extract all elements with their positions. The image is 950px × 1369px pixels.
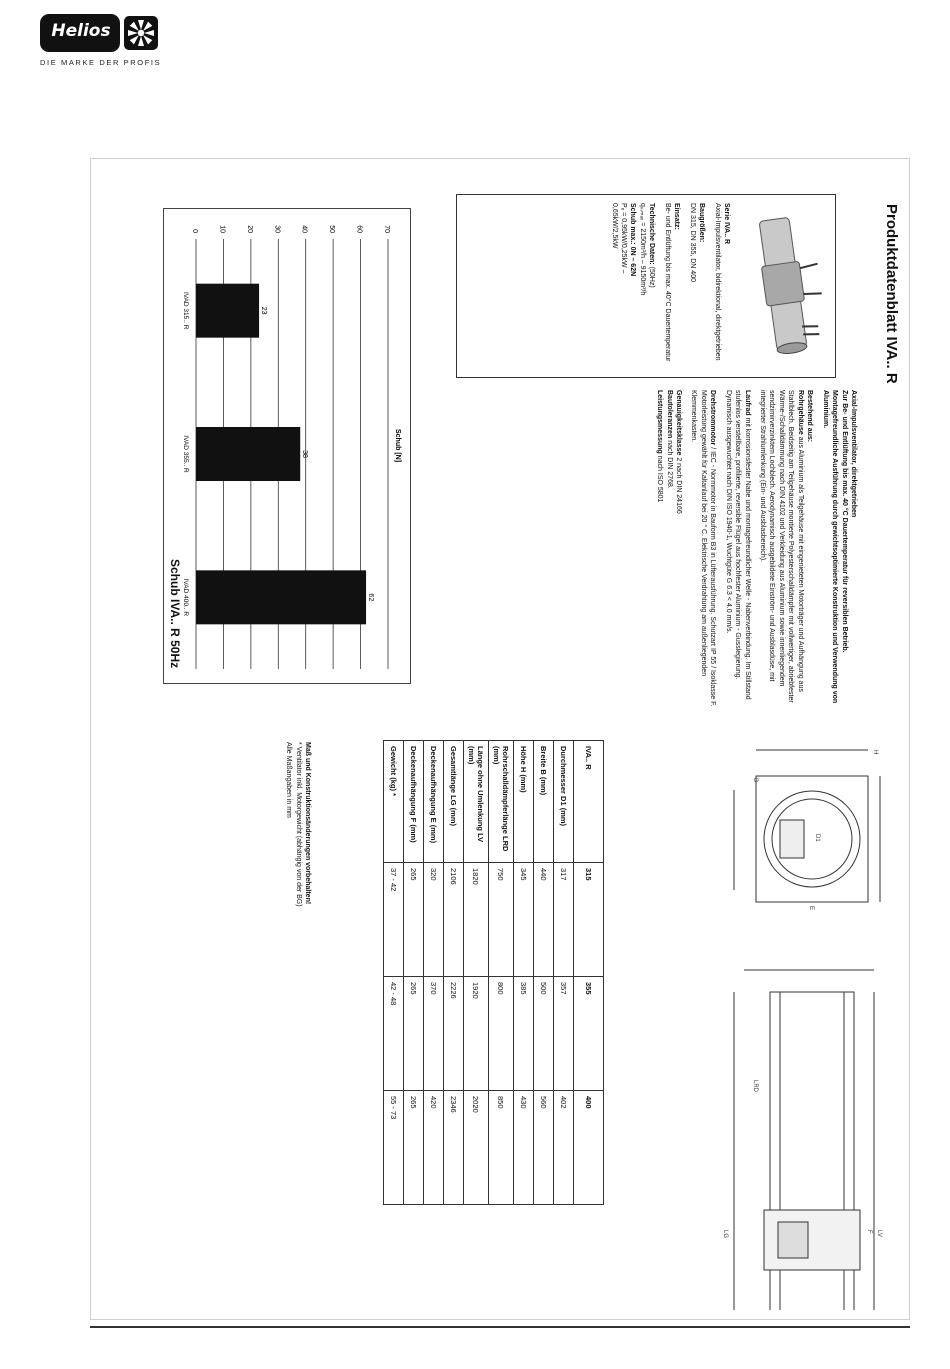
- table-header-cell: 400: [574, 1091, 604, 1205]
- table-cell: 317: [554, 863, 574, 977]
- dim-label-d1: D1: [814, 834, 820, 842]
- baugroessen-label: Baugrößen:: [698, 203, 706, 243]
- tech-q: qᵥ,ₘₐₓ = 2150m³/h – 9150m³/h: [638, 203, 646, 296]
- table-row-label: Breite B (mm): [534, 741, 554, 863]
- table-row: [404, 741, 424, 1205]
- logo-brand-text: Helios: [51, 21, 111, 41]
- gen-text: 2 nach DIN 24166: [675, 457, 682, 514]
- intro-line1: Axial-Impulsventilator, direktgetrieben: [850, 390, 857, 518]
- table-row: [534, 741, 554, 1205]
- table-cell: 560: [534, 1091, 554, 1205]
- table-cell: 55 - 73: [384, 1091, 404, 1205]
- fan-logo-icon: [124, 16, 158, 50]
- note-line3: Alle Maßangaben in mm: [285, 742, 293, 818]
- chart-y-tick-label: 20: [245, 225, 253, 233]
- chart-y-tick-label: 30: [273, 225, 281, 233]
- chart-category-label: IVAD 315.. R: [182, 291, 189, 330]
- dim-label-e: E: [808, 906, 814, 911]
- table-header-cell: 315: [574, 863, 604, 977]
- dim-label-lrd-left: LRD: [752, 1080, 758, 1093]
- table-cell: 800: [489, 977, 514, 1091]
- table-header-cell: 355: [574, 977, 604, 1091]
- series-box: [456, 194, 836, 378]
- logo-badge: [40, 14, 120, 52]
- dim-label-lv: LV: [876, 1230, 882, 1237]
- chart-y-tick-label: 10: [218, 225, 226, 233]
- dimensions-table: [383, 740, 604, 1205]
- thrust-chart-svg: [162, 209, 410, 685]
- table-cell: 430: [514, 1091, 534, 1205]
- table-cell: 357: [554, 977, 574, 1091]
- chart-category-label: IVAD 355.. R: [182, 435, 189, 473]
- table-cell: 265: [404, 863, 424, 977]
- baugroessen-text: DN 315, DN 355, DN 400: [688, 203, 696, 282]
- table-row-label: Deckenaufhängung F (mm): [404, 741, 424, 863]
- notes: [284, 742, 312, 1202]
- table-row-label: Durchmesser D1 (mm): [554, 741, 574, 863]
- table-cell: 2346: [444, 1091, 464, 1205]
- lei-text: nach ISO 5801: [656, 455, 664, 503]
- table-row: [464, 741, 489, 1205]
- table-row-label: Gesamtlänge LG (mm): [444, 741, 464, 863]
- tech-p1: Pₑ = 0,95kW/0,25kW –: [620, 203, 628, 274]
- datasheet-content: [124, 190, 904, 1320]
- dim-label-b: B: [752, 778, 758, 783]
- intro-line2: Zur Be- und Entlüftung bis max. 40 °C Dauertemperatur für reversiblen Betrieb. Montagefreundliche Ausführung durch gewichtsoptimierte Konstruktion und Verwendung von Aluminium.: [821, 390, 848, 704]
- chart-data-label: 23: [260, 306, 268, 315]
- table-row-label: Länge ohne Umlenkung LV (mm): [464, 741, 489, 863]
- table-cell: 500: [534, 977, 554, 1091]
- motor-text: / IEC - Normmotor in Bauform B3 in Lüfterausführung. Schutzart IP 55 / Isoklasse F. Motorleistung gewählt für Kaltanlauf bei 20 ° C. Elektrische Verdrahtung am außenliegenden Klemmenkasten.: [690, 390, 717, 707]
- chart-y-tick-label: 60: [355, 225, 363, 233]
- side-view-drawing: [734, 970, 874, 1310]
- einsatz-text: Be- und Entlüftung bis max. 40°C Dauertemperatur: [663, 203, 671, 362]
- fan-product-image: [735, 209, 827, 359]
- tech-p2: 0,65kW/2,5kW: [610, 203, 618, 249]
- note-line2: * Ventilator inkl. Motorgewicht (abhängig von der BG): [294, 742, 302, 907]
- front-view-drawing: [734, 750, 880, 902]
- table-row: [554, 741, 574, 1205]
- chart-y-tick-label: 70: [383, 225, 390, 233]
- tech-hz: (50Hz): [648, 266, 656, 288]
- table-row: [384, 741, 404, 1205]
- tech-label: Technische Daten:: [648, 203, 656, 265]
- table-cell: 2106: [444, 863, 464, 977]
- footer-rule: [90, 1326, 910, 1328]
- table-row: [489, 741, 514, 1205]
- table-row-label: Rohrschalldämpferlänge LRD (mm): [489, 741, 514, 863]
- dim-label-h: H: [872, 750, 878, 755]
- einsatz-label: Einsatz:: [673, 203, 681, 230]
- logo-tagline: DIE MARKE DER PROFIS: [40, 58, 162, 67]
- chart-y-tick-label: 0: [191, 229, 198, 233]
- table-cell: 1820: [464, 863, 489, 977]
- table-row-label: Gewicht (kg) *: [384, 741, 404, 863]
- table-cell: 345: [514, 863, 534, 977]
- gen-label: Genauigkeitsklasse: [675, 390, 682, 456]
- page-title: Produktdatenblatt IVA.. R: [883, 204, 900, 384]
- table-row: [514, 741, 534, 1205]
- helios-logo: [40, 14, 155, 54]
- chart-y-axis-label: Schub [N]: [394, 429, 401, 463]
- table-cell: 402: [554, 1091, 574, 1205]
- table-cell: 1920: [464, 977, 489, 1091]
- lei-label: Leistungsmessung: [656, 390, 664, 454]
- dim-label-lg: LG: [722, 1230, 728, 1239]
- table-cell: 850: [489, 1091, 514, 1205]
- serie-label: Serie IVA.. R: [723, 203, 730, 245]
- product-description: [649, 390, 858, 710]
- motor-label: Drehstrommotor: [709, 390, 717, 446]
- rohr-text: aus Aluminium als Teilgehäuse mit eingenieteten Motorträger und Aufhängung aus Stahlblech. Beidseitig am Teilgehäuse montierte Polyesterschalldämpfer mit vollwertiger, abriebfester Wärme-/Schalldämmung nach DIN 4102 und Verkleidung aus Aluminium sowie innenliegendem sendzimirverzinktem Lochblech. Aerodynamisch ausgebildete Einström- und Ausblasdüse, mit integrierter Strahlumlenkung (Ein- und Ausblasbereich).: [759, 390, 804, 703]
- table-cell: 2226: [444, 977, 464, 1091]
- thrust-chart: [163, 208, 411, 684]
- table-row-label: Höhe H (mm): [514, 741, 534, 863]
- dim-label-f: F: [866, 1230, 872, 1234]
- bestehend-label: Bestehend aus:: [806, 390, 814, 443]
- chart-data-label: 38: [301, 450, 309, 458]
- chart-y-tick-label: 40: [300, 225, 308, 233]
- table-cell: 2020: [464, 1091, 489, 1205]
- chart-y-tick-label: 50: [328, 225, 336, 233]
- chart-bar: [196, 427, 300, 481]
- table-cell: 370: [424, 977, 444, 1091]
- chart-bar: [196, 570, 366, 624]
- chart-bar: [196, 284, 259, 338]
- table-cell: 750: [489, 863, 514, 977]
- table-cell: 265: [404, 1091, 424, 1205]
- laufrad-label: Laufrad: [743, 390, 751, 416]
- tech-schub: Schub max.: 0N – 62N: [629, 203, 637, 277]
- table-cell: 385: [514, 977, 534, 1091]
- table-cell: 440: [534, 863, 554, 977]
- table-cell: 42 - 48: [384, 977, 404, 1091]
- table-cell: 320: [424, 863, 444, 977]
- serie-text: Axial-Impulsventilator, bidirektional, direktgetrieben: [713, 203, 721, 361]
- table-header-cell: IVA.. R: [574, 741, 604, 863]
- bau-label: Bautoleranzen: [665, 390, 673, 439]
- chart-data-label: 62: [367, 593, 375, 602]
- table-row-label: Deckenaufhängung E (mm): [424, 741, 444, 863]
- table-cell: 420: [424, 1091, 444, 1205]
- laufrad-text: mit korrosionsfester Nabe und montagefreundlicher Welle - Nabenverbindung. Im Stillstand stufenlos verstellbare, profilierte, reversible Flügel aus hochfester Aluminium - Gusslegierung. Dynamisch ausgewuchtet nach DIN ISO 1940-1, Wuchtgüte G 6.3 < 4.0 mm/s.: [724, 390, 751, 700]
- table-header-row: [574, 741, 604, 1205]
- table-row: [424, 741, 444, 1205]
- table-cell: 37 - 42: [384, 863, 404, 977]
- table-cell: 265: [404, 977, 424, 1091]
- series-specs: [603, 203, 731, 373]
- chart-category-label: IVAD 400.. R: [182, 578, 189, 617]
- table-row: [444, 741, 464, 1205]
- bau-text: nach DIN 2768.: [665, 440, 673, 489]
- chart-title: Schub IVA.. R 50Hz: [168, 559, 182, 669]
- rohr-label: Rohrgehäuse: [796, 390, 804, 435]
- note-line1: Maß und Konstruktionsänderungen vorbehalten!: [304, 742, 311, 905]
